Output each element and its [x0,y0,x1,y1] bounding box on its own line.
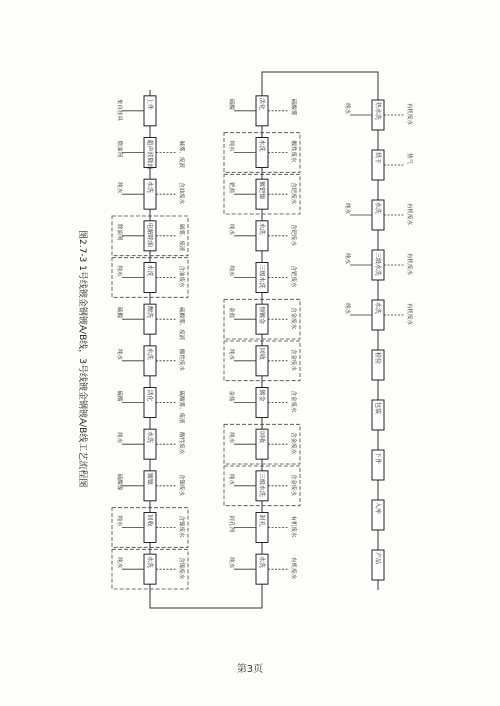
process-step-label: 水洗 [374,302,381,315]
input-label: 硫酸 [228,98,234,110]
process-step-label: 镀镍 [146,472,153,485]
input-label: 纯水 [228,265,234,277]
input-label: 纯水 [116,182,122,194]
process-step-label: 三级水洗 [258,264,265,289]
input-label: 纯水 [228,223,234,235]
output-label: 含钯废水 [290,265,296,288]
output-label: 含金废水 [290,473,296,496]
output-label: 含油废水 [178,182,184,205]
output-label: 硫酸雾、废液 [178,390,184,424]
process-row [344,90,414,590]
process-step-label: 水洗 [146,347,153,360]
process-step-label: 水洗 [258,222,265,235]
input-label: 硫酸镍 [116,473,122,491]
process-step-label: 水洗 [146,431,153,444]
process-step-label: 回收 [258,347,265,360]
input-label: 纯水 [228,432,234,444]
input-label: 纯水 [116,265,122,277]
output-label: 硫酸雾、废液 [178,307,184,341]
output-label: 酸性废水 [290,140,296,163]
output-label: 含金废水 [290,390,296,413]
output-label: 有机废水 [406,103,412,126]
row-connector [262,72,378,90]
input-label: 金盐 [228,307,234,319]
input-label: 纯水 [228,473,234,485]
output-label: 有机废水 [406,303,412,326]
output-label: 含油废水 [178,265,184,288]
process-step-label: 检验 [374,352,381,365]
input-label: 纯水 [344,103,350,115]
input-label: 纯水 [228,348,234,360]
input-label: 来自挂具 [116,98,122,121]
output-label: 酸性废水 [178,348,184,371]
output-label: 含镍废水 [178,473,184,496]
output-label: 碱雾、废液 [178,223,184,252]
input-label: 除油剂 [116,140,122,158]
process-step-label: 回收 [258,431,265,444]
input-label: 封孔剂 [228,515,234,533]
process-step-label: 回收 [146,514,153,527]
output-label: 酸性废水 [178,432,184,455]
process-step-label: 水洗 [146,181,153,194]
process-step-label: 水洗 [146,264,153,277]
process-step-label: 超声波除油 [146,139,153,170]
input-label: 纯水 [344,303,350,315]
input-label: 除油剂 [116,223,122,241]
process-step-label: 包装 [374,402,381,415]
input-label: 纯水 [344,253,350,265]
input-label: 纯水 [116,557,122,569]
input-label: 硫酸 [116,390,122,402]
page-number: 第3页 [236,664,264,675]
process-step-label: 下件 [374,452,381,465]
process-step-label: 封孔 [258,514,265,527]
output-label: 有机废水 [290,515,296,538]
output-label: 碱雾、废液 [178,140,184,169]
process-step-label: 三级水洗 [374,252,381,277]
process-step-label: 水洗 [258,139,265,152]
output-label: 热气 [406,153,412,165]
input-label: 纯水 [228,140,234,152]
input-label: 纯水 [116,348,122,360]
row-connector [150,590,262,608]
process-step-label: 酸洗 [146,306,153,319]
process-step-label: 镀钯镍 [258,181,265,200]
process-step-label: 水洗 [374,202,381,215]
process-row [224,90,300,590]
output-label: 有机废水 [406,253,412,276]
process-row [112,90,188,590]
process-step-label: 活化 [146,389,153,402]
process-step-label: 产品 [374,552,381,565]
output-label: 含钯废水 [290,223,296,246]
output-label: 含钯废水 [290,182,296,205]
input-label: 硫酸 [116,307,122,319]
figure-title: 图2.7-3 1号线镀金钢镀A/B线，3号线镀金钢镀A/B线工艺流程图 [77,230,87,488]
output-label: 含镍废水 [178,557,184,580]
input-label: 钯盐 [228,182,234,194]
process-step-label: 热水洗 [374,102,381,121]
process-step-label: 电解除油 [146,222,153,247]
input-label: 金盐 [228,390,234,402]
input-label: 纯水 [116,432,122,444]
output-label: 有机废水 [290,557,296,580]
input-label: 纯水 [228,557,234,569]
input-label: 纯水 [116,515,122,527]
output-label: 含金废水 [290,307,296,330]
input-label: 纯水 [344,203,350,215]
process-step-label: 水洗 [146,556,153,569]
output-label: 含金废水 [290,432,296,455]
output-label: 含镍废水 [178,515,184,538]
process-step-label: 上件 [146,97,153,110]
process-step-label: 水洗 [258,556,265,569]
process-step-label: 预镀金 [258,306,265,325]
output-label: 含金废水 [290,348,296,371]
output-label: 硫酸雾 [290,98,296,116]
process-step-label: 入库 [374,502,381,515]
process-step-label: 烘干 [374,152,381,165]
process-step-label: 活化 [258,97,265,110]
process-step-label: 三级水洗 [258,472,265,497]
process-step-label: 镀金 [258,389,265,402]
output-label: 有机废水 [406,203,412,226]
